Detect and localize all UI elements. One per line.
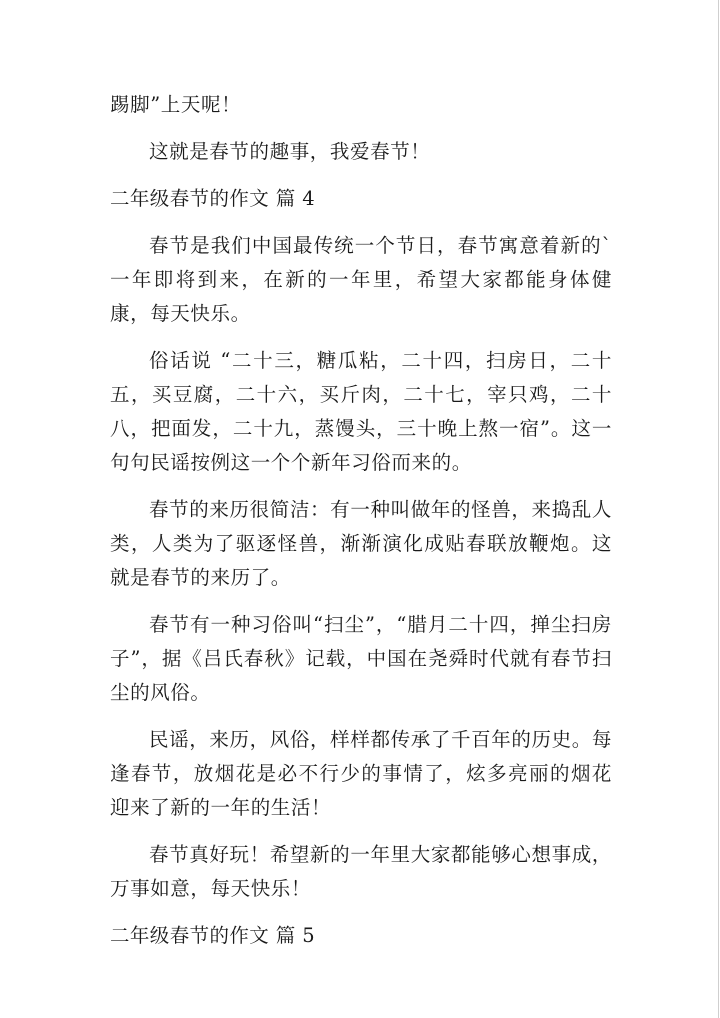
paragraph: 这就是春节的趣事，我爱春节！ xyxy=(149,140,431,163)
paragraph: 春节是我们中国最传统一个节日，春节寓意着新的`一年即将到来，在新的一年里，希望大家都能身体健康，每天快乐。 xyxy=(110,234,612,325)
section-heading: 二年级春节的作文 篇 4 xyxy=(110,187,316,210)
section-heading: 二年级春节的作文 篇 5 xyxy=(110,924,316,947)
paragraph: 民谣，来历，风俗，样样都传承了千百年的历史。每逢春节，放烟花是必不行少的事情了，炫多亮丽的烟花迎来了新的一年的生活！ xyxy=(110,728,612,819)
paragraph: 俗话说 “二十三，糖瓜粘，二十四，扫房日，二十五，买豆腐，二十六，买斤肉，二十七，宰只鸡，二十八，把面发，二十九，蒸馒头，三十晚上熬一宿”。这一句句民谣按例这一个个新年习俗而来的。 xyxy=(110,349,612,474)
paragraph: 春节的来历很简洁：有一种叫做年的怪兽，来捣乱人类，人类为了驱逐怪兽，渐渐演化成贴春联放鞭炮。这就是春节的来历了。 xyxy=(110,498,612,589)
document-body xyxy=(110,88,612,966)
paragraph-continuation: 踢脚”上天呢！ xyxy=(110,93,242,116)
page-edge xyxy=(718,0,719,1018)
paragraph: 春节有一种习俗叫“扫尘”，“腊月二十四，掸尘扫房子”，据《吕氏春秋》记载，中国在尧舜时代就有春节扫尘的风俗。 xyxy=(110,613,612,704)
paragraph: 春节真好玩！希望新的一年里大家都能够心想事成，万事如意，每天快乐！ xyxy=(110,843,612,900)
